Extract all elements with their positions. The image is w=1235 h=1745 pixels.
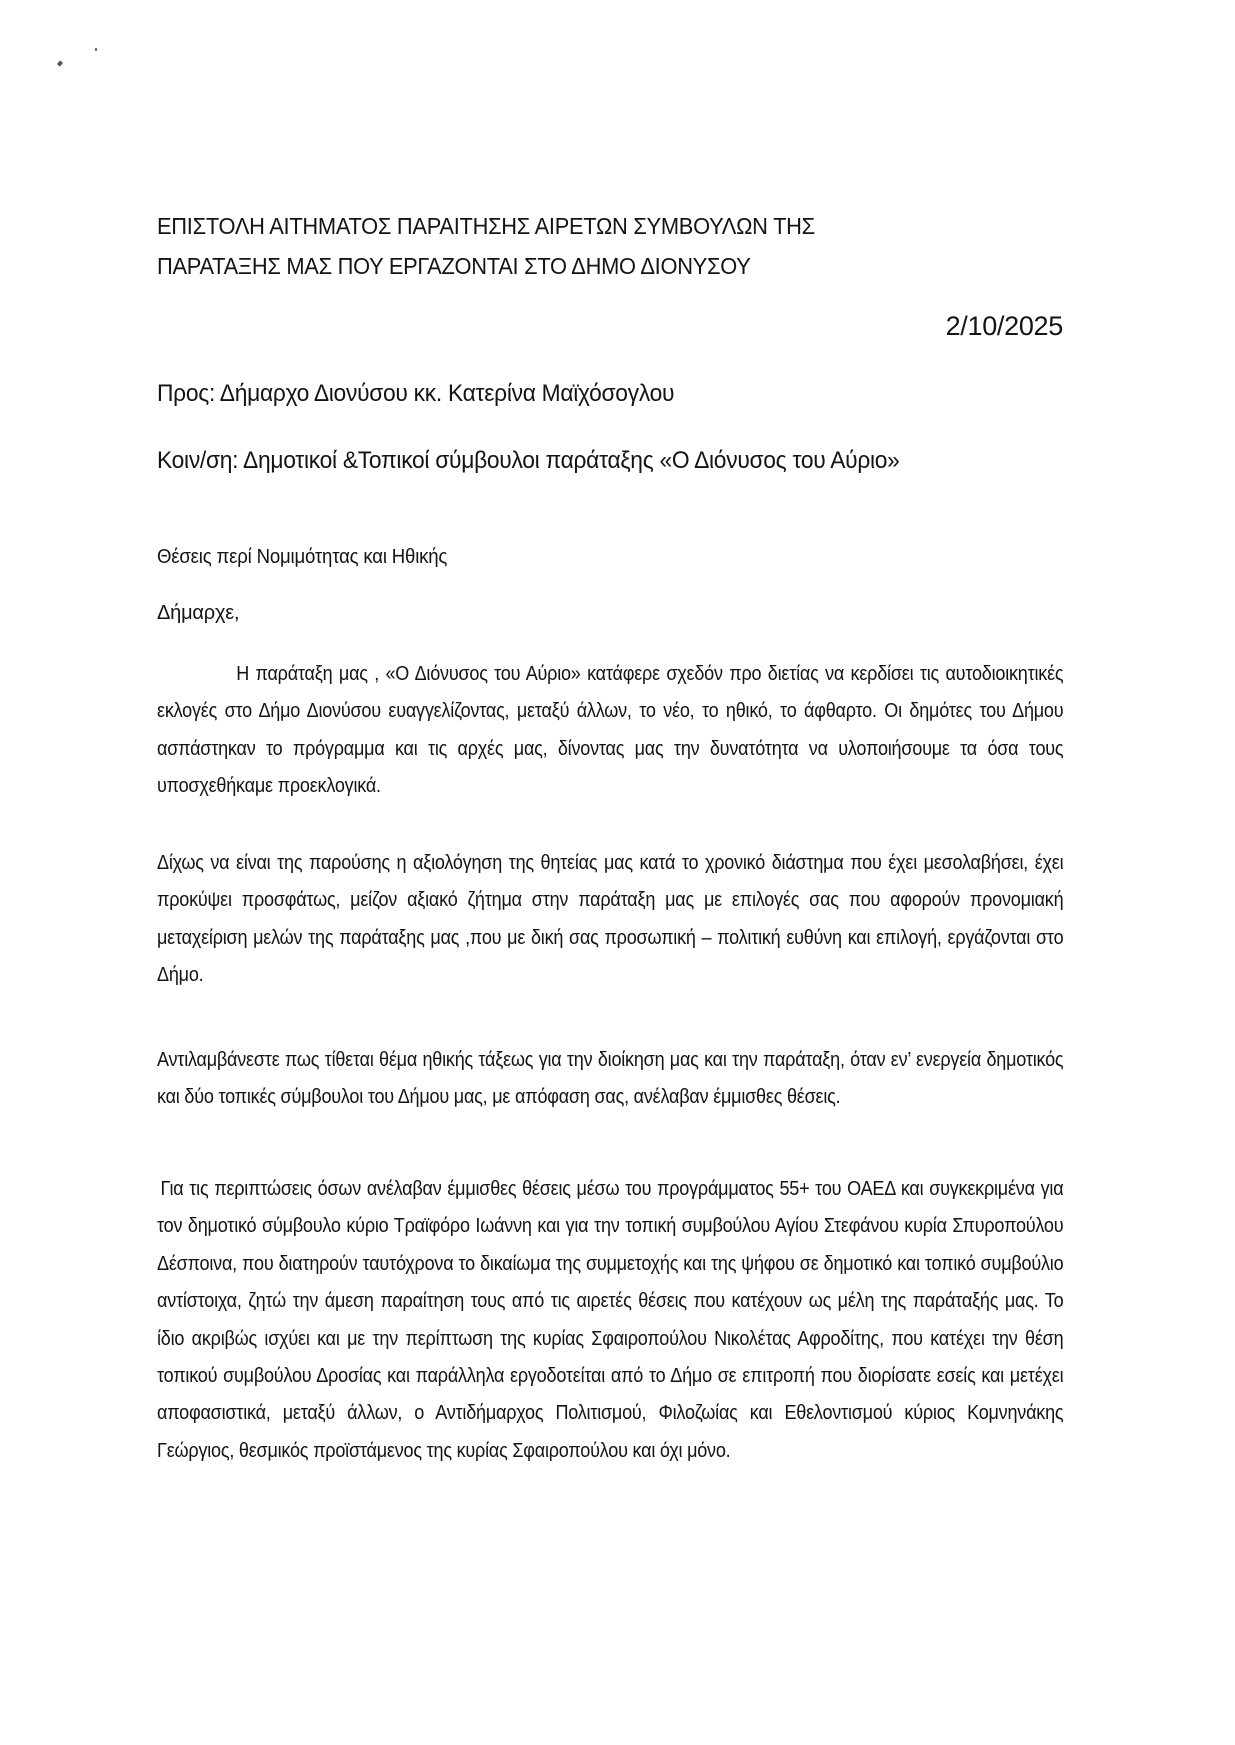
cc-line: Κοιν/ση: Δημοτικοί &Τοπικοί σύμβουλοι παράταξης «Ο Διόνυσος του Αύριο» (157, 447, 900, 474)
scan-speck (95, 48, 97, 51)
recipient-line: Προς: Δήμαρχο Διονύσου κκ. Κατερίνα Μαϊχόσογλου (157, 380, 675, 407)
salutation: Δήμαρχε, (157, 602, 240, 624)
scan-speck (57, 60, 63, 66)
subject-line: Θέσεις περί Νομιμότητας και Ηθικής (157, 546, 448, 568)
letter-title-line-1: ΕΠΙΣΤΟΛΗ ΑΙΤΗΜΑΤΟΣ ΠΑΡΑΙΤΗΣΗΣ ΑΙΡΕΤΩΝ ΣΥΜΒΟΥΛΩΝ ΤΗΣ (157, 213, 815, 239)
letter-title-line-2: ΠΑΡΑΤΑΞΗΣ ΜΑΣ ΠΟΥ ΕΡΓΑΖΟΝΤΑΙ ΣΤΟ ΔΗΜΟ ΔΙΟΝΥΣΟΥ (157, 253, 751, 279)
letter-date: 2/10/2025 (945, 311, 1063, 341)
letter-title (157, 206, 994, 286)
body-paragraph-4: Για τις περιπτώσεις όσων ανέλαβαν έμμισθες θέσεις μέσω του προγράμματος 55+ του ΟΑΕΔ και συγκεκριμένα για τον δημοτικό σύμβουλο κύριο Τραϊφόρο Ιωάννη και για την τοπική συμβούλου Αγίου Στεφάνου κυρία Σπυροπούλου Δέσποινα, που διατηρούν ταυτόχρονα το δικαίωμα της συμμετοχής και της ψήφου σε δημοτικό και τοπικό συμβούλιο αντίστοιχα, ζητώ την άμεση παραίτηση τους από τις αιρετές θέσεις που κατέχουν ως μέλη της παράταξής μας. Το ίδιο ακριβώς ισχύει και με την περίπτωση της κυρίας Σφαιροπούλου Νικολέτας Αφροδίτης, που κατέχει την θέση τοπικού συμβούλου Δροσίας και παράλληλα εργοδοτείται από το Δήμο σε επιτροπή που διορίσατε εσείς και μετέχει αποφασιστικά, μεταξύ άλλων, ο Αντιδήμαρχος Πολιτισμού, Φιλοζωίας και Εθελοντισμού κύριος Κομνηνάκης Γεώργιος, θεσμικός προϊστάμενος της κυρίας Σφαιροπούλου και όχι μόνο. (157, 1177, 1064, 1462)
body-paragraph-1: Η παράταξη μας , «Ο Διόνυσος του Αύριο» κατάφερε σχεδόν προ διετίας να κερδίσει τις αυτοδιοικητικές εκλογές στο Δήμο Διονύσου ευαγγελίζοντας, μεταξύ άλλων, το νέο, το ηθικό, το άφθαρτο. Οι δημότες του Δήμου ασπάστηκαν το πρόγραμμα και τις αρχές μας, δίνοντας μας την δυνατότητα να υλοποιήσουμε τα όσα τους υποσχεθήκαμε προεκλογικά. (157, 662, 1064, 798)
body-paragraph-2: Δίχως να είναι της παρούσης η αξιολόγηση της θητείας μας κατά το χρονικό διάστημα που έχει μεσολαβήσει, έχει προκύψει προσφάτως, μείζον αξιακό ζήτημα στην παράταξη μας με επιλογές σας που αφορούν προνομιακή μεταχείριση μελών της παράταξης μας ,που με δική σας προσωπική – πολιτική ευθύνη και επιλογή, εργάζονται στο Δήμο. (157, 851, 1064, 987)
body-paragraph-3: Αντιλαμβάνεστε πως τίθεται θέμα ηθικής τάξεως για την διοίκηση μας και την παράταξη, όταν εν’ ενεργεία δημοτικός και δύο τοπικές σύμβουλοι του Δήμου μας, με απόφαση σας, ανέλαβαν έμμισθες θέσεις. (157, 1048, 1064, 1109)
